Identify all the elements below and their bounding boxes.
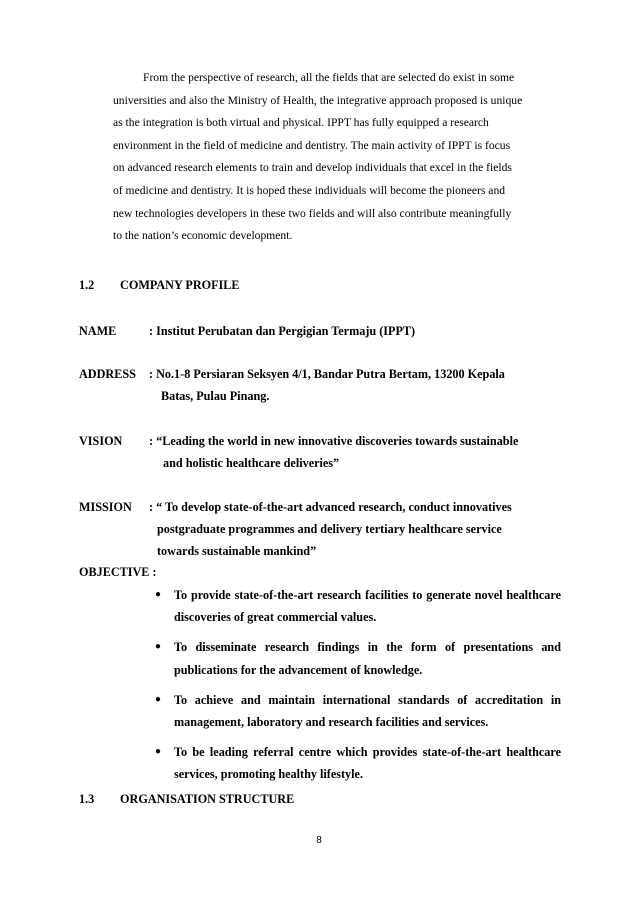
address-line-2: Batas, Pulau Pinang. bbox=[161, 389, 270, 403]
section-heading-organisation-structure bbox=[79, 792, 294, 807]
bullet-icon: ● bbox=[155, 589, 162, 600]
objective-label: OBJECTIVE : bbox=[79, 565, 157, 579]
bullet-icon: ● bbox=[155, 641, 162, 653]
intro-line: environment in the field of medicine and dentistry. The main activity of IPPT is focus bbox=[113, 138, 511, 152]
intro-line: as the integration is both virtual and physical. IPPT has fully equipped a research bbox=[113, 116, 489, 130]
list-item: ● To be leading referral centre which provides state-of-the-art healthcare services, promoting healthy lifestyle. bbox=[155, 741, 561, 785]
page-number: 8 bbox=[316, 835, 322, 846]
intro-line: new technologies developers in these two fields and will also contribute meaningfully bbox=[113, 206, 512, 220]
list-item: ● To achieve and maintain international standards of accreditation in management, laboratory and research facilities and services. bbox=[155, 689, 561, 733]
bullet-icon: ● bbox=[155, 693, 162, 705]
intro-line: of medicine and dentistry. It is hoped these individuals will become the pioneers and bbox=[113, 183, 506, 197]
list-item: ● To disseminate research findings in the form of presentations and publications for the advancement of knowledge. bbox=[155, 636, 561, 680]
section-number: 1.3 bbox=[79, 792, 95, 806]
intro-line: on advanced research elements to train and develop individuals that excel in the fields bbox=[113, 161, 512, 175]
name-label: NAME bbox=[79, 324, 117, 338]
vision-line-2: and holistic healthcare deliveries” bbox=[163, 456, 340, 470]
list-item: ● To provide state-of-the-art research facilities to generate novel healthcare discoveries of great commercial values. bbox=[155, 584, 561, 628]
objectives-list bbox=[155, 584, 561, 794]
mission-line-1: : “ To develop state-of-the-art advanced research, conduct innovatives bbox=[149, 500, 512, 514]
vision-label: VISION bbox=[79, 434, 123, 448]
mission-line-3: towards sustainable mankind” bbox=[157, 544, 317, 558]
intro-paragraph bbox=[113, 67, 561, 248]
address-line-1: : No.1-8 Persiaran Seksyen 4/1, Bandar Putra Bertam, 13200 Kepala bbox=[149, 367, 505, 381]
section-number: 1.2 bbox=[79, 278, 95, 292]
section-heading-company-profile bbox=[79, 278, 240, 293]
section-title: ORGANISATION STRUCTURE bbox=[120, 792, 295, 806]
bullet-icon: ● bbox=[155, 746, 162, 758]
address-label: ADDRESS bbox=[79, 367, 136, 381]
name-value: : Institut Perubatan dan Pergigian Termaju (IPPT) bbox=[149, 324, 416, 338]
intro-line: universities and also the Ministry of Health, the integrative approach proposed is unique bbox=[113, 93, 523, 107]
mission-label: MISSION bbox=[79, 500, 132, 514]
mission-line-2: postgraduate programmes and delivery tertiary healthcare service bbox=[157, 522, 502, 536]
section-title: COMPANY PROFILE bbox=[120, 278, 240, 292]
intro-line: to the nation’s economic development. bbox=[113, 229, 293, 243]
vision-line-1: : “Leading the world in new innovative discoveries towards sustainable bbox=[149, 434, 519, 448]
intro-line: From the perspective of research, all the fields that are selected do exist in some bbox=[143, 71, 515, 84]
